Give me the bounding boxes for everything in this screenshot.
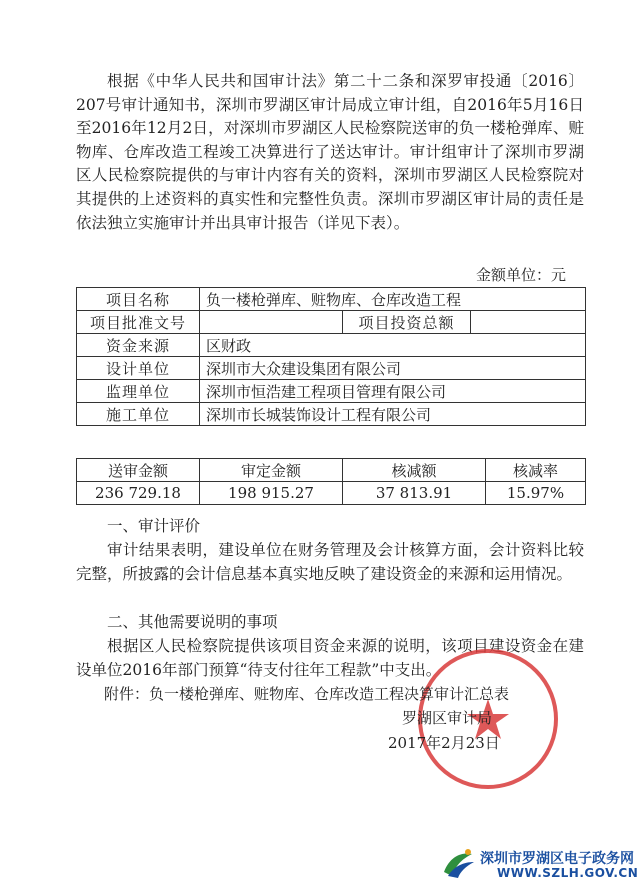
project-name-value: 负一楼枪弹库、赃物库、仓库改造工程 (200, 288, 586, 311)
design-value: 深圳市大众建设集团有限公司 (200, 357, 586, 380)
approval-label: 项目批准文号 (77, 311, 200, 334)
table-header-row (77, 459, 586, 482)
table-row (77, 403, 586, 426)
header-approved: 审定金额 (200, 459, 343, 482)
table-row (77, 482, 586, 505)
value-approved: 198 915.27 (200, 482, 343, 505)
fund-label: 资金来源 (77, 334, 200, 357)
value-reduction: 37 813.91 (343, 482, 486, 505)
audit-info-table (76, 287, 586, 426)
table-row (77, 380, 586, 403)
header-submitted: 送审金额 (77, 459, 200, 482)
signer: 罗湖区审计局 (402, 709, 493, 727)
section-body: 根据区人民检察院提供该项目资金来源的说明，该项目建设资金在建设单位2016年部门预算“待支付往年工程款”中支出。 (76, 637, 584, 679)
document-date: 2017年2月23日 (388, 734, 500, 752)
intro-text: 根据《中华人民共和国审计法》第二十二条和深罗审投通〔2016〕207号审计通知书，深圳市罗湖区审计局成立审计组，自2016年5月16日至2016年12月2日，对深圳市罗湖区人民检察院送审的负一楼枪弹库、赃物库、仓库改造工程竣工决算进行了送达审计。审计组审计了深圳市罗湖区人民检察院提供的与审计内容有关的资料，深圳市罗湖区人民检察院对其提供的上述资料的真实性和完整性负责。深圳市罗湖区审计局的责任是依法独立实施审计并出具审计报告（详见下表）。 (76, 72, 584, 232)
table-row (77, 311, 586, 334)
value-submitted: 236 729.18 (77, 482, 200, 505)
supervise-label: 监理单位 (77, 380, 200, 403)
investment-value (471, 311, 586, 334)
investment-label: 项目投资总额 (343, 311, 471, 334)
attachment-note: 附件：负一楼枪弹库、赃物库、仓库改造工程决算审计汇总表 (104, 685, 510, 703)
build-label: 施工单位 (77, 403, 200, 426)
design-label: 设计单位 (77, 357, 200, 380)
project-name-label: 项目名称 (77, 288, 200, 311)
currency-unit: 金额单位：元 (475, 266, 566, 284)
site-url: WWW.SZLH.GOV.CN (497, 866, 639, 880)
build-value: 深圳市长城装饰设计工程有限公司 (200, 403, 586, 426)
section-body: 审计结果表明，建设单位在财务管理及会计核算方面，会计资料比较完整，所披露的会计信息基本真实地反映了建设资金的来源和运用情况。 (76, 541, 584, 583)
supervise-value: 深圳市恒浩建工程项目管理有限公司 (200, 380, 586, 403)
header-reduction: 核减额 (343, 459, 486, 482)
site-title: 深圳市罗湖区电子政务网 (480, 851, 634, 867)
value-rate: 15.97% (486, 482, 586, 505)
approval-value (200, 311, 343, 334)
section-evaluation (76, 514, 584, 586)
table-row (77, 357, 586, 380)
section-heading: 一、审计评价 (107, 517, 201, 535)
luohu-logo-icon (440, 846, 476, 882)
fund-value: 区财政 (200, 334, 586, 357)
audit-amount-table (76, 458, 586, 505)
intro-paragraph (76, 70, 584, 235)
section-heading: 二、其他需要说明的事项 (107, 613, 278, 631)
table-row (77, 334, 586, 357)
header-rate: 核减率 (486, 459, 586, 482)
table-row (77, 288, 586, 311)
